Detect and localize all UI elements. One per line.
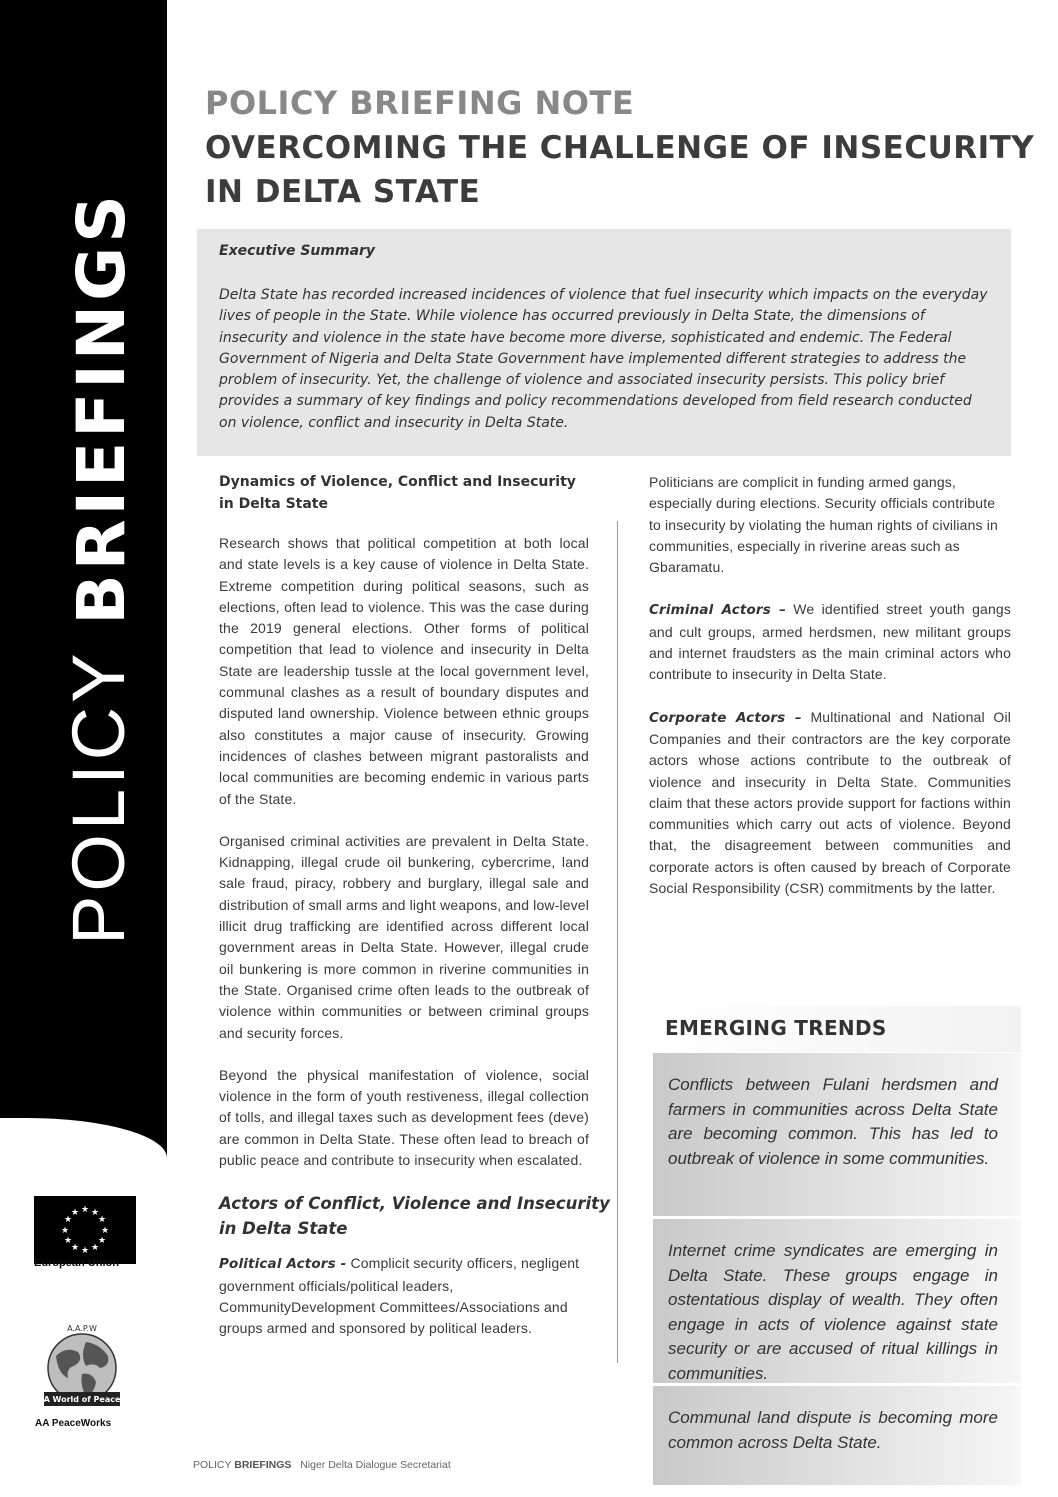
emerging-trends-title: EMERGING TRENDS [665, 1016, 887, 1040]
trend-item-text: Conflicts between Fulani herdsmen and farmers in communities across Delta State are becoming common. This has led to outbreak of violence in some communities. [668, 1075, 998, 1168]
aa-peaceworks-logo [34, 1318, 134, 1418]
footer-brand-light: POLICY [193, 1459, 232, 1471]
dynamics-heading: Dynamics of Violence, Conflict and Insecurity in Delta State [219, 474, 576, 512]
aap-label: AA PeaceWorks [35, 1418, 112, 1429]
right-column [649, 472, 1011, 920]
political-actors-text: Complicit security officers, negligent government officials/political leaders, CommunityDevelopment Committees/Associations and groups armed and sponsored by political leaders. [219, 1255, 580, 1337]
dynamics-paragraph-1: Research shows that political competition at both local and state levels is a key cause of violence in Delta State. Extreme competition during political seasons, such as elections, often lead to violence. This was the case during the 2019 general elections. Other forms of political competition that lead to violence and insecurity in Delta State are leadership tussle at the local government level, communal clashes as a result of boundary disputes and disputed land ownership. Violence between ethnic groups also constitutes a major cause of insecurity. Growing incidences of clashes between migrant pastoralists and local communities are becoming endemic in various parts of the State. [219, 535, 589, 807]
svg-text:★: ★ [63, 1236, 73, 1246]
criminal-actors-lead: Criminal Actors – [649, 602, 786, 619]
trend-item-text: Internet crime syndicates are emerging in Delta State. These groups engage in ostentatious display of wealth. They often engage in acts of violence against state security or are accused of ritual killings in communities. [668, 1241, 998, 1383]
aap-arc-text: A.A.P.W [67, 1324, 97, 1333]
svg-text:★: ★ [60, 1226, 70, 1236]
document-title: OVERCOMING THE CHALLENGE OF INSECURITY IN DELTA STATE [205, 130, 1035, 210]
svg-text:★: ★ [70, 1243, 80, 1253]
politicians-paragraph: Politicians are complicit in funding armed gangs, especially during elections. Security officials contribute to insecurity by violating the human rights of civilians in communities, especially in riverine areas such as Gbaramatu. [649, 474, 998, 576]
vertical-title-bold: BRIEFINGS [63, 191, 140, 625]
trend-item [653, 1053, 1021, 1216]
trend-item [653, 1386, 1021, 1485]
vertical-title-light: POLICY [57, 649, 140, 945]
aap-ribbon-text: A World of Peace [43, 1395, 121, 1404]
executive-summary-heading: Executive Summary [219, 243, 376, 259]
executive-summary-body: Delta State has recorded increased incidences of violence that fuel insecurity which impacts on the everyday lives of people in the State. While violence has occurred previously in Delta State, the dimensions of insecurity and violence in the state have become more diverse, sophisticated and endemic. The Federal Government of Nigeria and Delta State Government have implemented different strategies to address the problem of insecurity. Yet, the challenge of violence and associated insecurity persists. This policy brief provides a summary of key findings and policy recommendations developed from field research conducted on violence, conflict and insecurity in Delta State. [219, 287, 988, 431]
footer-source: Niger Delta Dialogue Secretariat [300, 1459, 451, 1471]
actors-heading: Actors of Conflict, Violence and Insecurity in Delta State [219, 1194, 610, 1238]
corporate-actors-paragraph [649, 707, 1011, 900]
corporate-actors-lead: Corporate Actors – [649, 709, 802, 726]
vertical-title [56, 191, 141, 945]
trend-item-text: Communal land dispute is becoming more common across Delta State. [668, 1408, 998, 1452]
column-divider [617, 521, 618, 1363]
document-kicker: POLICY BRIEFING NOTE [205, 84, 635, 122]
footer-brand-bold: BRIEFINGS [234, 1459, 292, 1471]
executive-summary-box [197, 229, 1011, 456]
svg-text:★: ★ [63, 1215, 73, 1225]
svg-text:★: ★ [80, 1205, 90, 1215]
corporate-actors-text: Multinational and National Oil Companies and their contractors are the key corporate actors whose actions contribute to the outbreak of violence and insecurity in Delta State. Communities claim that these actors provide support for factions within communities which carry out acts of violence. Beyond that, the disagreement between communities and corporate actors is often caused by breach of Corporate Social Responsibility (CSR) commitments by the latter. [649, 708, 1011, 897]
page-footer [193, 1459, 451, 1471]
criminal-actors-text: We identified street youth gangs and cult groups, armed herdsmen, new militant groups and internet fraudsters as the main criminal actors who contribute to insecurity in Delta State. [649, 601, 1011, 683]
dynamics-paragraph-2: Organised criminal activities are prevalent in Delta State. Kidnapping, illegal crude oil bunkering, cybercrime, land sale fraud, piracy, robbery and burglary, illegal sale and distribution of small arms and light weapons, and low-level illicit drug trafficking are identified across different local government areas in Delta State. However, illegal crude oil bunkering is more common in riverine communities in the State. Organised crime often leads to the outbreak of violence within communities or between criminal groups and security forces. [219, 832, 589, 1041]
svg-text:★: ★ [80, 1246, 90, 1256]
svg-text:★: ★ [70, 1208, 80, 1218]
trend-item [653, 1219, 1021, 1383]
svg-text:★: ★ [90, 1243, 100, 1253]
svg-text:★: ★ [100, 1226, 110, 1236]
eu-flag-logo [34, 1196, 136, 1264]
criminal-actors-paragraph [649, 599, 1011, 685]
svg-text:★: ★ [97, 1236, 107, 1246]
left-column [219, 472, 610, 1361]
eu-label: European Union [34, 1257, 119, 1269]
political-actors-lead: Political Actors - [219, 1256, 347, 1273]
emerging-trends-header [653, 1006, 1021, 1052]
dynamics-paragraph-3: Beyond the physical manifestation of violence, social violence in the form of youth restiveness, illegal collection of tolls, and illegal taxes such as development fees (deve) are common in Delta State. These often lead to breach of public peace and contribute to insecurity when escalated. [219, 1066, 589, 1169]
political-actors-paragraph [219, 1253, 589, 1339]
svg-text:★: ★ [97, 1215, 107, 1225]
svg-text:★: ★ [90, 1208, 100, 1218]
